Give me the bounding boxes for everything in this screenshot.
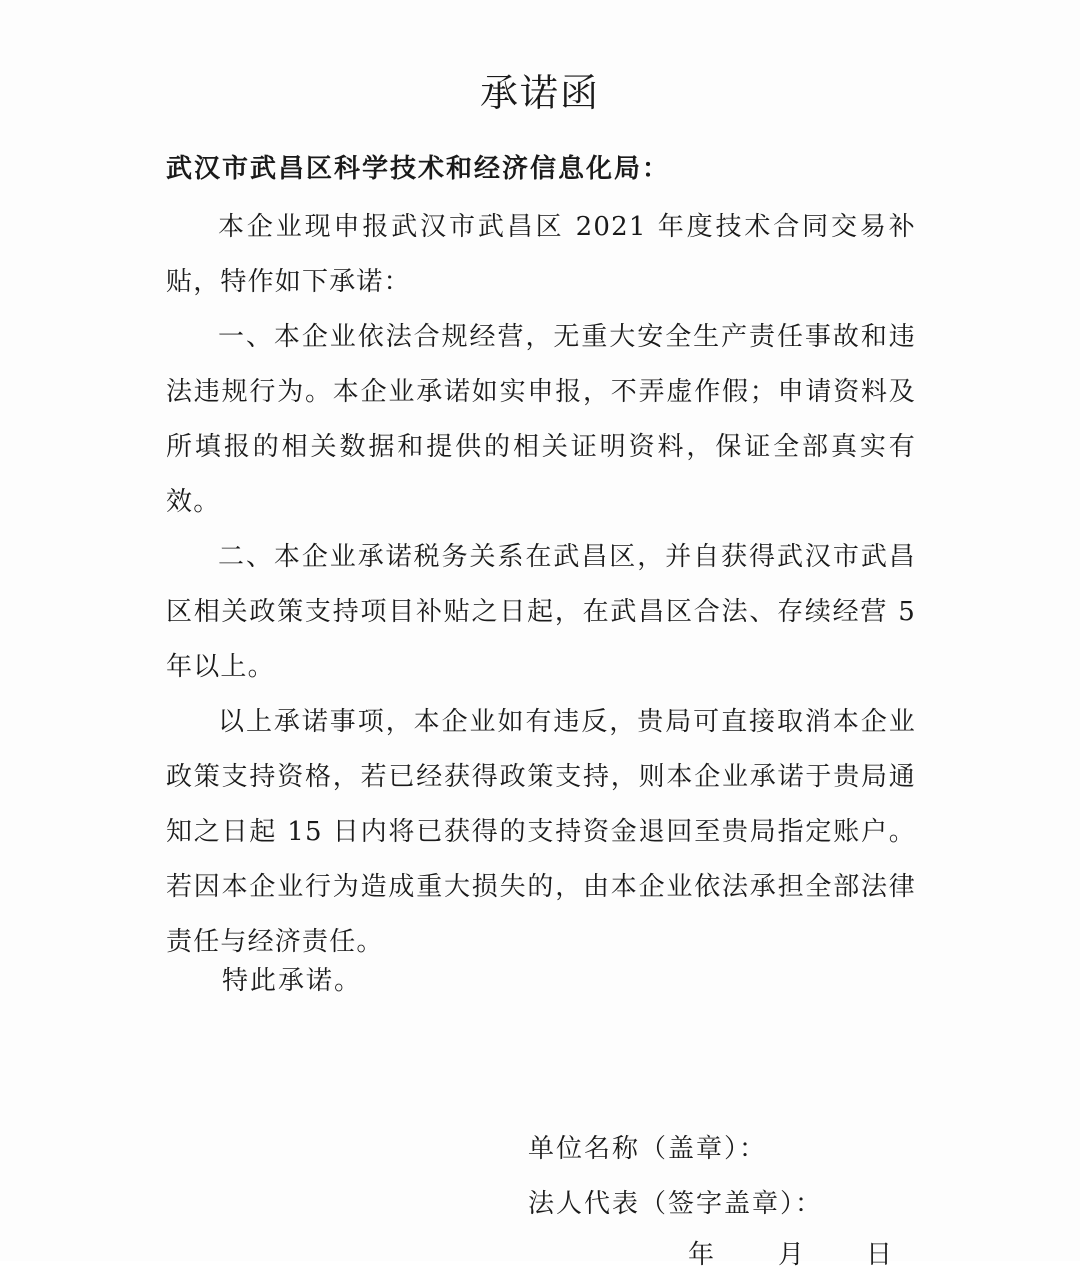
addressee: 武汉市武昌区科学技术和经济信息化局： (166, 154, 671, 184)
paragraph-intro: 本企业现申报武汉市武昌区 2021 年度技术合同交易补贴，特作如下承诺： (166, 212, 916, 297)
closing-statement: 特此承诺。 (222, 966, 363, 996)
paragraph-commitment-2: 二、本企业承诺税务关系在武昌区，并自获得武汉市武昌区相关政策支持项目补贴之日起，在武昌区合法、存续经营 5 年以上。 (166, 542, 916, 682)
date-day-label: 日 (866, 1240, 893, 1270)
document-title: 承诺函 (479, 71, 600, 115)
paragraph-violation-terms: 以上承诺事项，本企业如有违反，贵局可直接取消本企业政策支持资格，若已经获得政策支持，则本企业承诺于贵局通知之日起 15 日内将已获得的支持资金退回至贵局指定账户。若因本企业行为造成重大损失的，由本企业依法承担全部法律责任与经济责任。 (166, 707, 916, 957)
legal-representative-label: 法人代表（签字盖章）： (528, 1189, 824, 1219)
body-text (166, 200, 916, 970)
date-year-label: 年 (688, 1240, 715, 1270)
unit-name-seal-label: 单位名称（盖章）： (528, 1134, 768, 1164)
paragraph-commitment-1: 一、本企业依法合规经营，无重大安全生产责任事故和违法违规行为。本企业承诺如实申报，不弄虚作假；申请资料及所填报的相关数据和提供的相关证明资料，保证全部真实有效。 (166, 322, 916, 517)
date-month-label: 月 (778, 1240, 805, 1270)
